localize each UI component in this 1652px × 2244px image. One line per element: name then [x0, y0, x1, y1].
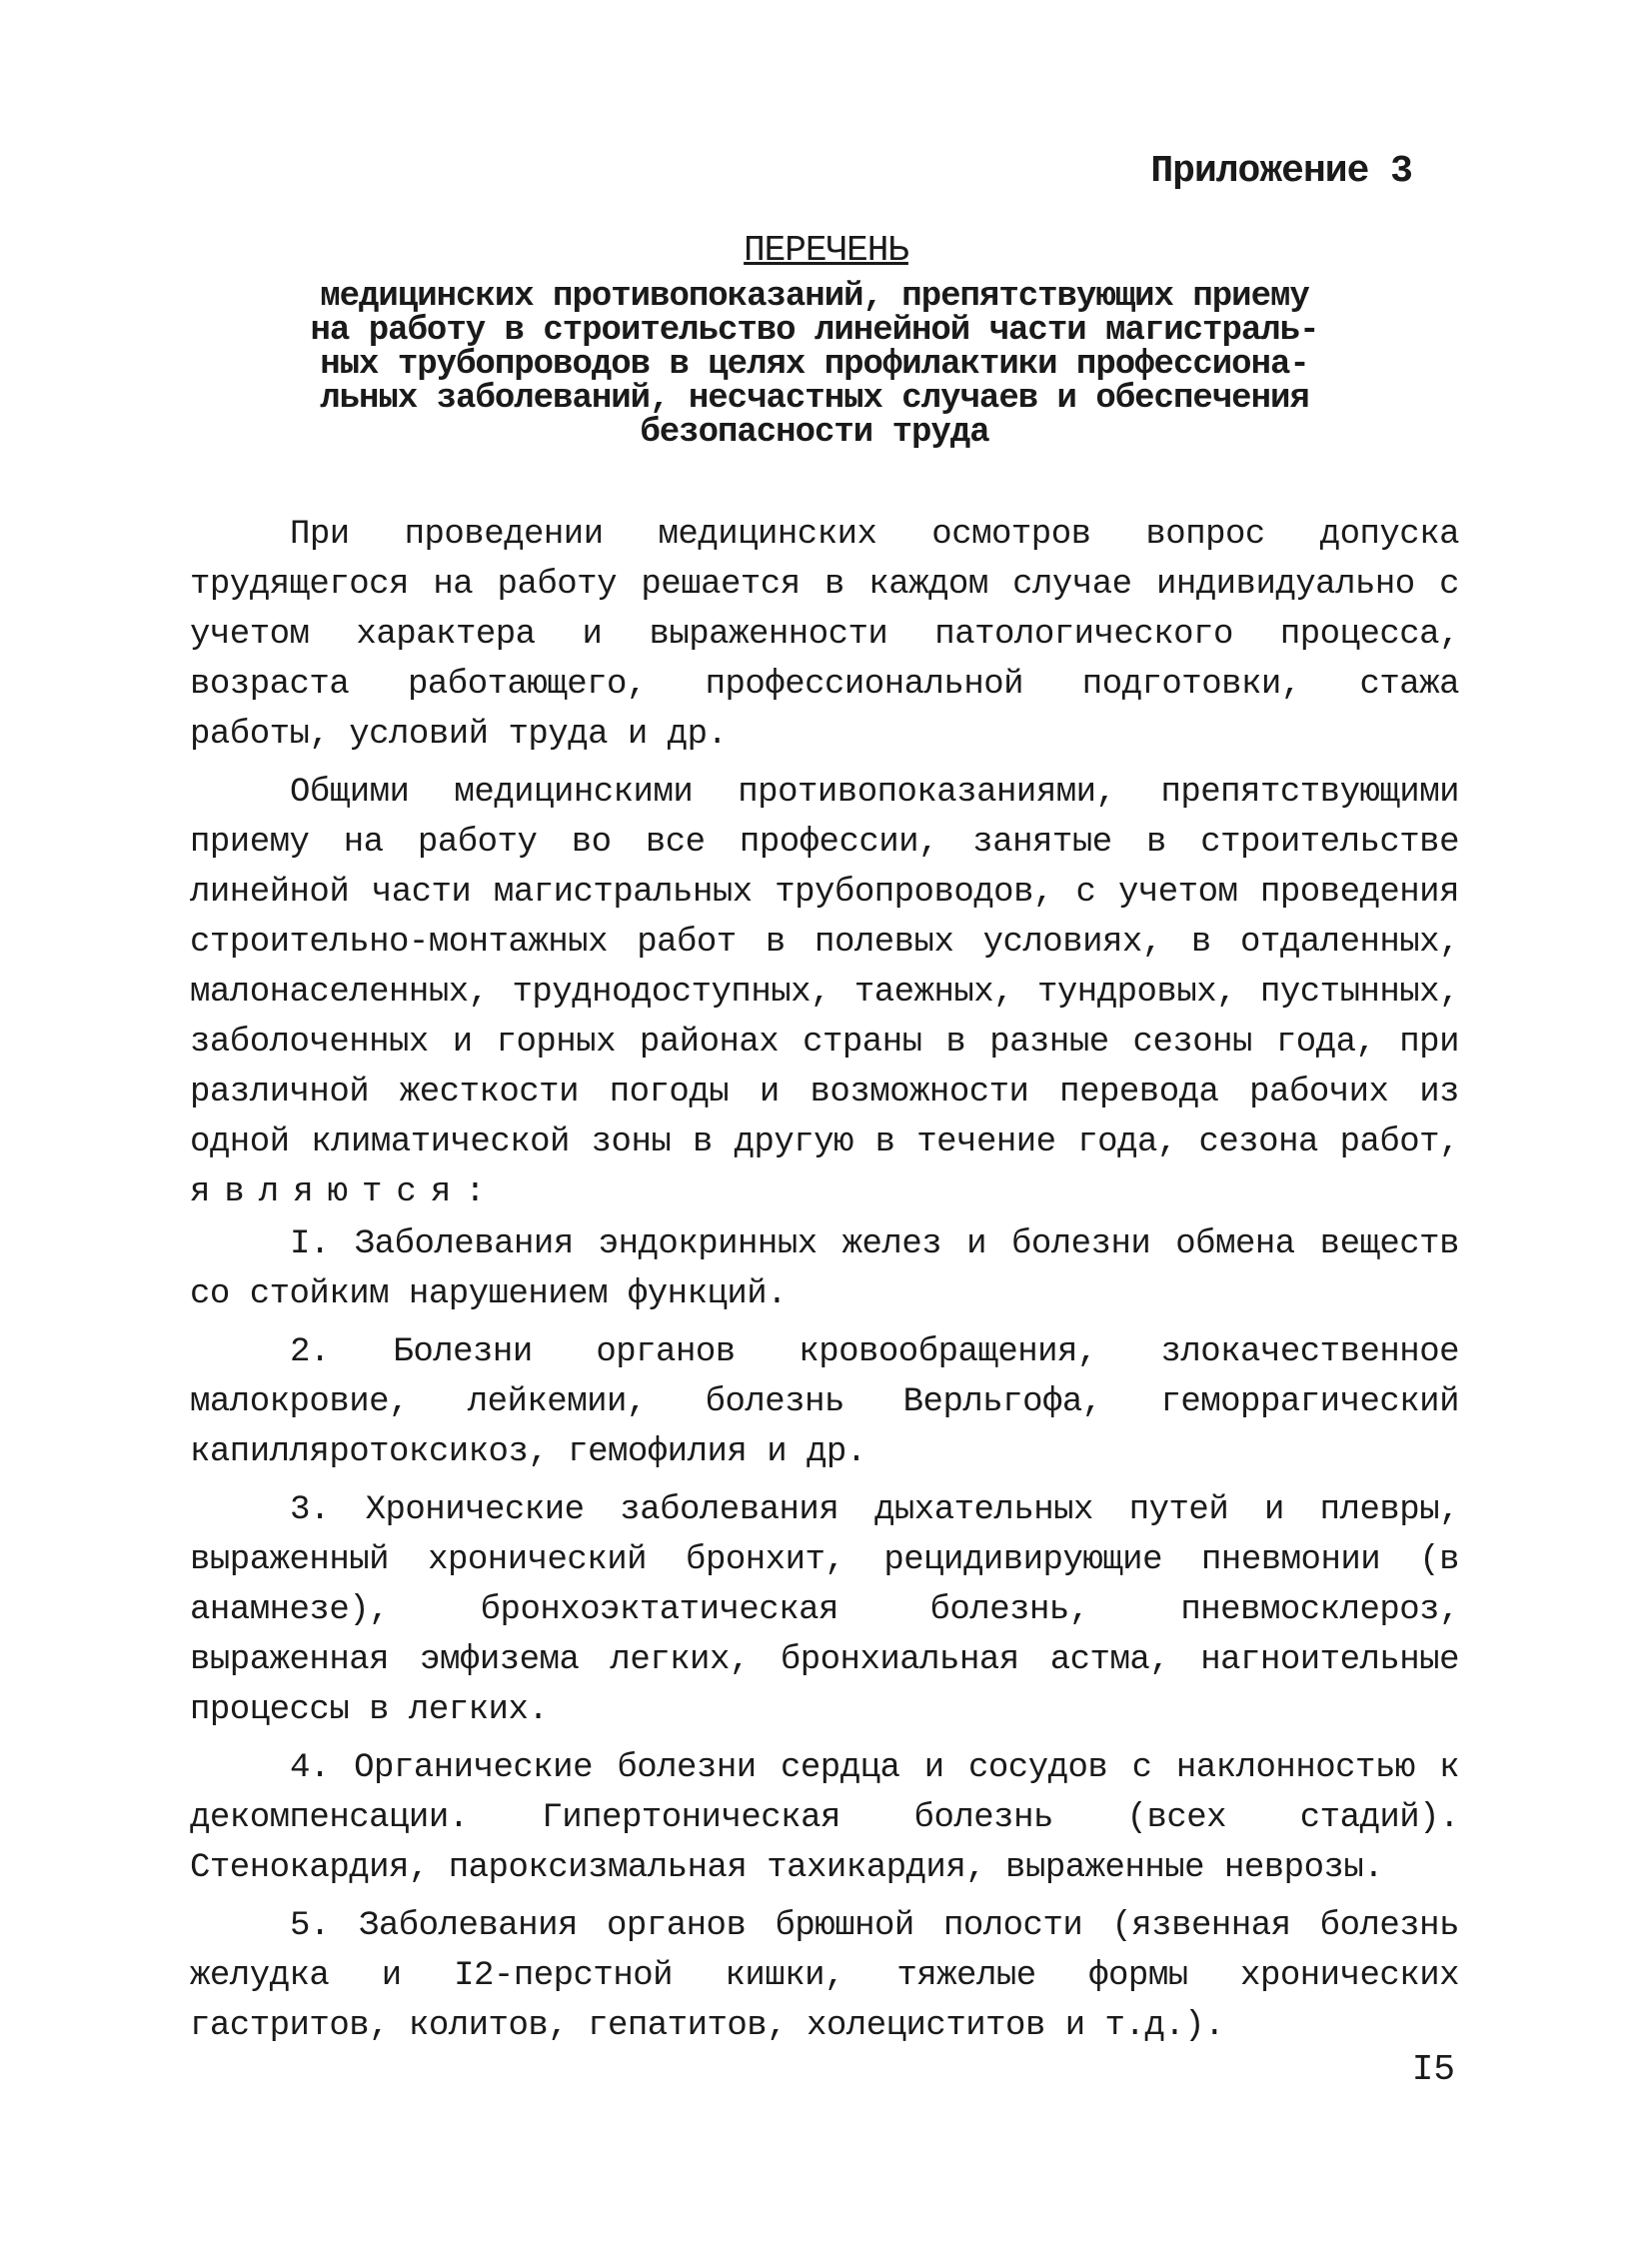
subtitle-line: на работу в строительство линейной части магистраль-: [310, 312, 1319, 350]
general-spaced-word: являются:: [190, 1173, 500, 1211]
list-item: 4. Органические болезни сердца и сосудов с наклонностью к декомпенсации. Гипертоническая болезнь (всех стадий). Стенокардия, пароксизмальная тахикардия, выраженные неврозы.: [190, 1749, 1459, 1887]
document-title: ПЕРЕЧЕНЬ: [744, 230, 908, 271]
document-body: [190, 510, 1459, 2053]
document-subtitle: [250, 280, 1379, 450]
general-text: Общими медицинскими противопоказаниями, препятствующими приему на работу во все профессии, занятые в строительстве линейной части магистральных трубопроводов, с учетом проведения строительно-монтажных работ в полевых условиях, в отдаленных, малонаселенных, труднодоступных, таежных, тундровых, пустынных, заболоченных и горных районах страны в разные сезоны года, при различной жесткости погоды и возможности перевода рабочих из одной климатической зоны в другую в течение года, сезона работ,: [190, 774, 1459, 1161]
subtitle-line: льных заболеваний, несчастных случаев и обеспечения: [320, 380, 1309, 418]
appendix-label: Приложение 3: [1150, 150, 1412, 193]
subtitle-line: безопасности труда: [640, 414, 989, 452]
intro-paragraph: При проведении медицинских осмотров вопрос допуска трудящегося на работу решается в каждом случае индивидуально с учетом характера и выраженности патологического процесса, возраста работающего, профессиональной подготовки, стажа работы, условий труда и др.: [190, 516, 1459, 754]
subtitle-line: ных трубопроводов в целях профилактики профессиона-: [320, 346, 1309, 384]
subtitle-line: медицинских противопоказаний, препятствующих приему: [320, 278, 1309, 316]
page-number: I5: [1411, 2049, 1455, 2090]
list-item: 3. Хронические заболевания дыхательных путей и плевры, выраженный хронический бронхит, рецидивирующие пневмонии (в анамнезе), бронхоэктатическая болезнь, пневмосклероз, выраженная эмфизема легких, бронхиальная астма, нагноительные процессы в легких.: [190, 1491, 1459, 1729]
general-contraindications-paragraph: [190, 768, 1459, 1217]
list-item: I. Заболевания эндокринных желез и болезни обмена веществ со стойким нарушением функций.: [190, 1225, 1459, 1313]
list-item: 2. Болезни органов кровообращения, злокачественное малокровие, лейкемии, болезнь Верльгофа, геморрагический капилляротоксикоз, гемофилия и др.: [190, 1333, 1459, 1471]
list-item: 5. Заболевания органов брюшной полости (язвенная болезнь желудка и I2-перстной кишки, тяжелые формы хронических гастритов, колитов, гепатитов, холециститов и т.д.).: [190, 1907, 1459, 2045]
